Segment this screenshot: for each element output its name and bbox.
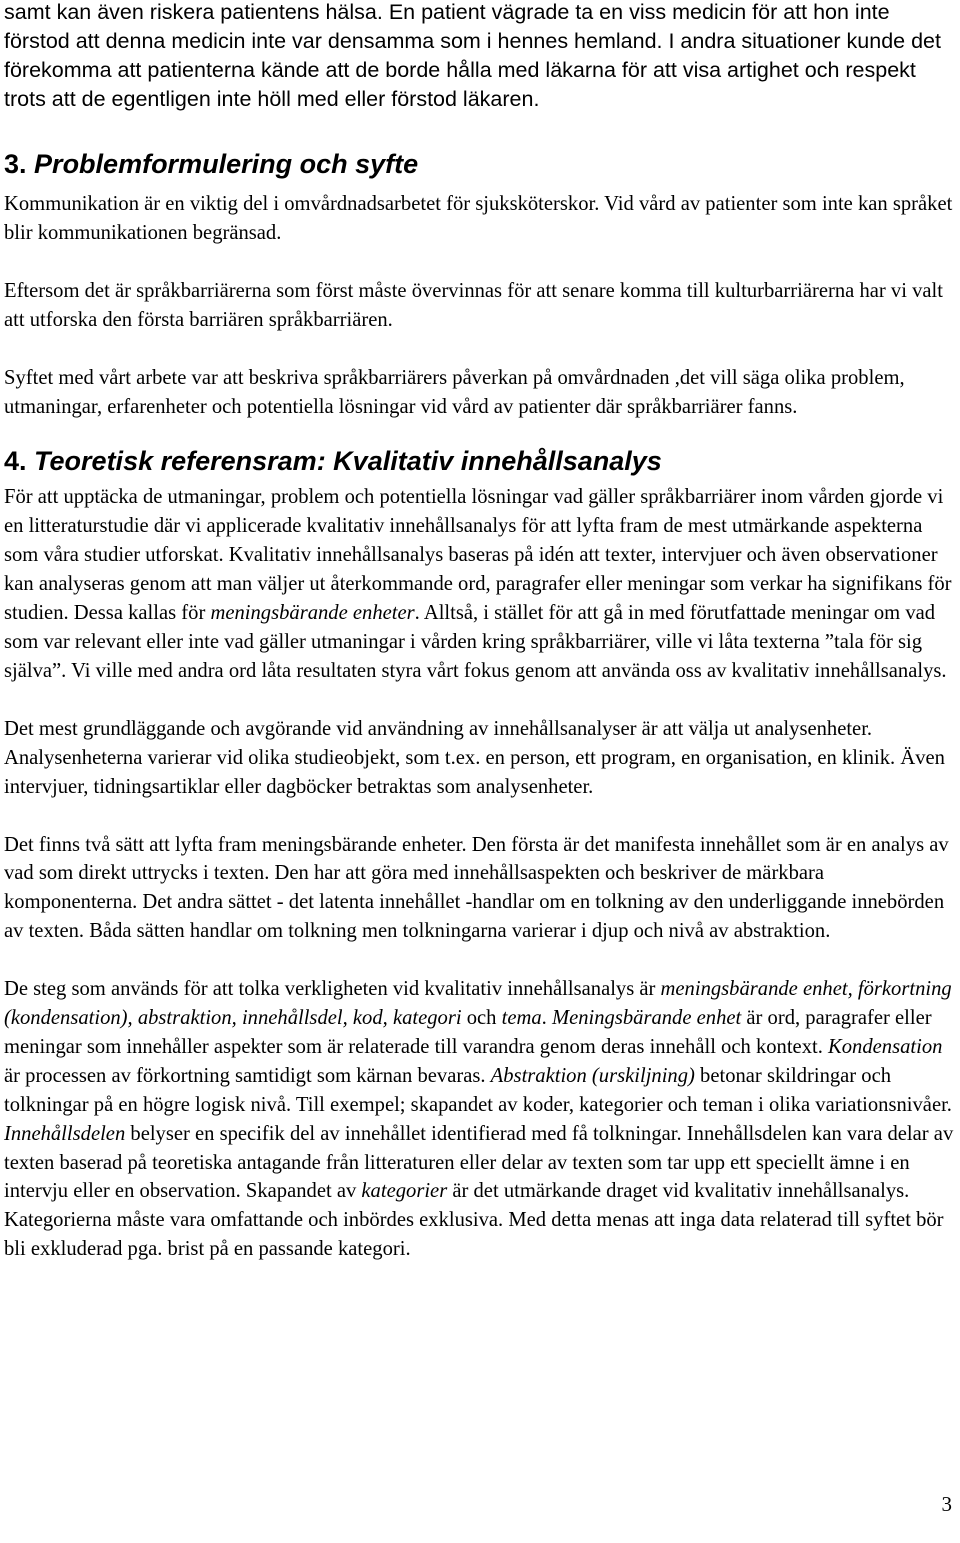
section-4-paragraph-1: [4, 483, 956, 685]
p4-text-8: är det utmärkande draget vid kvalitativ innehållsanalys. Kategorierna måste vara omfattande och inbördes exklusiva. Med detta menas att inga data relaterad till syftet bör bli exkluderad pga. brist på en passande kategori.: [4, 1180, 944, 1261]
p4-text-1: De steg som används för att tolka verkligheten vid kvalitativ innehållsanalys är: [4, 978, 661, 1001]
p4-text-2: och: [461, 1007, 502, 1030]
section-4-heading: [4, 445, 956, 477]
p4-emphasis-2: tema: [501, 1007, 542, 1030]
section-4-p1-emphasis: meningsbärande enheter: [210, 602, 415, 625]
p4-emphasis-4: Kondensation: [828, 1035, 943, 1058]
section-4-p1-text-b: . Alltså, i stället för att gå in med förutfattade meningar om vad som var relevant eller inte vad gäller utmaningar i vården kring språkbarriärer, ville vi låta texterna ”tala för sig själva”. Vi ville med andra ord låta resultaten styra vårt fokus genom att använda oss av kvalitativ innehållsanalys.: [4, 602, 947, 682]
p4-emphasis-7: kategorier: [361, 1180, 448, 1203]
p4-text-4: är ord, paragrafer eller meningar som innehåller aspekter som är relaterade till varandra genom deras innehåll och kontext.: [4, 1007, 932, 1058]
p4-emphasis-6: Innehållsdelen: [4, 1122, 126, 1145]
section-4-paragraph-2: Det mest grundläggande och avgörande vid användning av innehållsanalyser är att välja ut analysenheter. Analysenheterna varierar vid olika studieobjekt, som t.ex. en person, ett program, en organisation, en klinik. Även intervjuer, tidningsartiklar eller dagböcker betraktas som analysenheter.: [4, 717, 945, 798]
section-3-paragraph-2: Eftersom det är språkbarriärerna som först måste övervinnas för att senare komma till kulturbarriärerna har vi valt att utforska den första barriären språkbarriären.: [4, 279, 943, 331]
page-number: 3: [941, 1492, 952, 1516]
section-3-number: 3.: [4, 149, 27, 179]
p4-text-5: är processen av förkortning samtidigt som kärnan bevaras.: [4, 1064, 491, 1087]
p4-emphasis-1: meningsbärande enhet, förkortning (kondensation), abstraktion, innehållsdel, kod, kategori: [4, 978, 952, 1030]
intro-paragraph: samt kan även riskera patientens hälsa. En patient vägrade ta en viss medicin för att hon inte förstod att denna medicin inte var densamma som i hennes hemland. I andra situationer kunde det förekomma att patienterna kände att de borde hålla med läkarna för att visa artighet och respekt trots att de egentligen inte höll med eller förstod läkaren.: [4, 0, 941, 111]
section-4-p1-text-a: För att upptäcka de utmaningar, problem och potentiella lösningar vad gäller språkbarriärer inom vården gjorde vi en litteraturstudie där vi applicerade kvalitativ innehållsanalys för att lyfta fram de mest utmärkande aspekterna som våra studier utforskat. Kvalitativ innehållsanalys baseras på idén att texter, intervjuer och även observationer kan analyseras genom att man väljer ut återkommande ord, paragrafer eller meningar som verkar ha signifikans för studien. Dessa kallas för: [4, 486, 952, 625]
section-3-paragraph-1: Kommunikation är en viktig del i omvårdnadsarbetet för sjuksköterskor. Vid vård av patienter som inte kan språket blir kommunikationen begränsad.: [4, 193, 953, 244]
p4-emphasis-3: Meningsbärande enhet: [551, 1007, 742, 1030]
p4-text-7: belyser en specifik del av innehållet identifierad med få tolkningar. Innehållsdelen kan vara delar av texten baserad på teoretiska antagande från litteraturen eller delar av texten som tar upp ett speciellt ämne i en intervju eller en observation. Skapandet av: [4, 1122, 954, 1203]
section-4-number: 4.: [4, 446, 27, 477]
section-4-paragraph-4: [4, 975, 956, 1264]
section-3-title: Problemformulering och syfte: [34, 149, 419, 179]
p4-text-6: betonar skildringar och tolkningar på en högre logisk nivå. Till exempel; skapandet av koder, kategorier och teman i olika variationsnivåer.: [4, 1064, 952, 1116]
section-3-paragraph-3: Syftet med vårt arbete var att beskriva språkbarriärers påverkan på omvårdnaden ,det vill säga olika problem, utmaningar, erfarenheter och potentiella lösningar vid vård av patienter där språkbarriärer fanns.: [4, 366, 905, 418]
section-4-paragraph-3: Det finns två sätt att lyfta fram meningsbärande enheter. Den första är det manifesta innehållet som är en analys av vad som direkt uttrycks i texten. Den har att göra med innehållsaspekten och beskriver de märkbara komponenterna. Det andra sättet - det latenta innehållet -handlar om en tolkning av den underliggande innebörden av texten. Båda sätten handlar om tolkning men tolkningarna varierar i djup och nivå av abstraktion.: [4, 833, 949, 943]
p4-text-3: .: [541, 1007, 552, 1030]
p4-emphasis-5: Abstraktion (urskiljning): [490, 1064, 695, 1087]
section-3-heading: [4, 148, 956, 180]
section-4-title: Teoretisk referensram: Kvalitativ innehållsanalys: [34, 446, 662, 477]
document-page: [4, 0, 956, 1264]
